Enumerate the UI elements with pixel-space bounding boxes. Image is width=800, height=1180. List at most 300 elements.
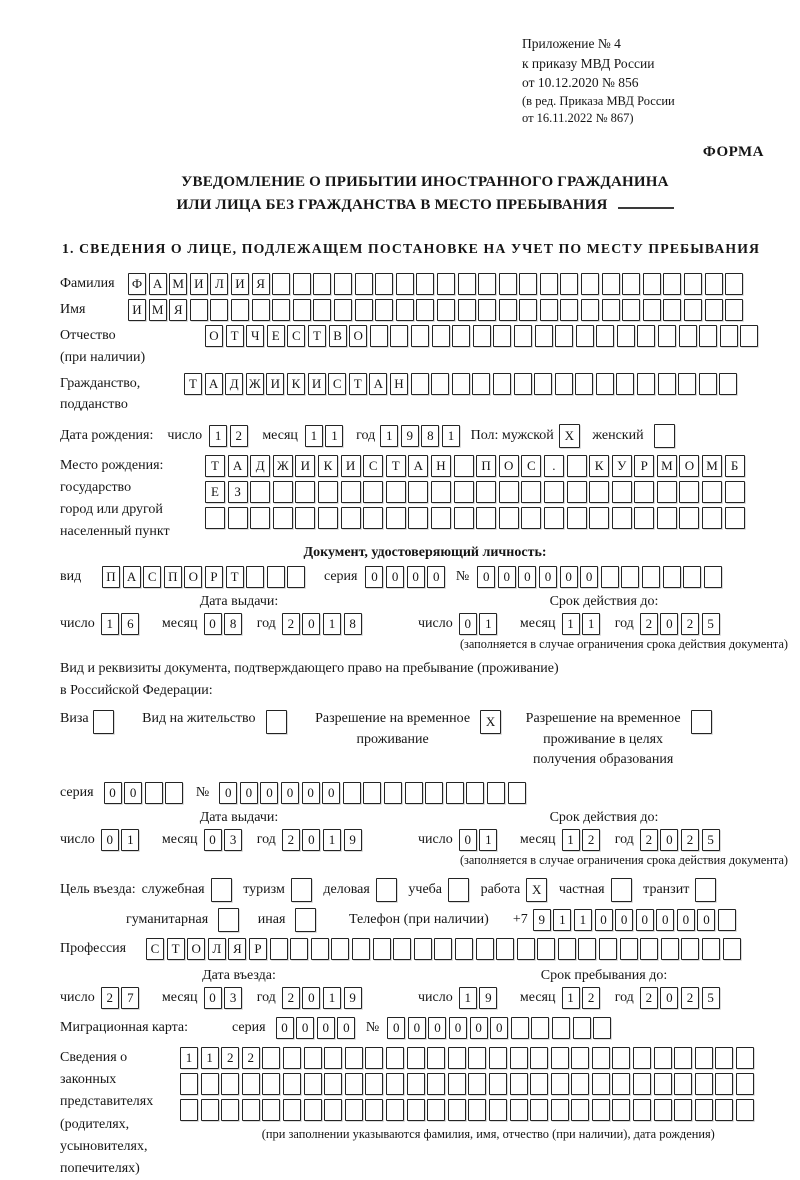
residence-issue-year-cell[interactable]: 9 bbox=[344, 829, 362, 851]
patronymic-cell[interactable] bbox=[658, 325, 676, 347]
representative-cell[interactable] bbox=[510, 1099, 528, 1121]
identity-number-cell[interactable]: 0 bbox=[498, 566, 516, 588]
profession-cell[interactable] bbox=[352, 938, 370, 960]
surname-cell[interactable] bbox=[581, 273, 599, 295]
birth-place-cell[interactable] bbox=[476, 481, 496, 503]
profession-cell[interactable] bbox=[290, 938, 308, 960]
identity-kind-cell[interactable]: Р bbox=[205, 566, 223, 588]
given-name-cell[interactable] bbox=[643, 299, 661, 321]
representative-cell[interactable] bbox=[468, 1047, 486, 1069]
representative-cell[interactable] bbox=[386, 1073, 404, 1095]
birth-place-cell[interactable] bbox=[589, 481, 609, 503]
profession-cell[interactable] bbox=[723, 938, 741, 960]
surname-cell[interactable] bbox=[663, 273, 681, 295]
residence-series-cell[interactable] bbox=[165, 782, 183, 804]
residence-number-cell[interactable] bbox=[446, 782, 464, 804]
purpose-humanitarian-checkbox[interactable] bbox=[218, 908, 239, 932]
purpose-other-checkbox[interactable] bbox=[295, 908, 316, 932]
residence-permit-checkbox[interactable] bbox=[266, 710, 287, 734]
patronymic-cell[interactable] bbox=[390, 325, 408, 347]
representative-cell[interactable] bbox=[407, 1099, 425, 1121]
representative-cell[interactable] bbox=[324, 1047, 342, 1069]
identity-kind-cell[interactable] bbox=[246, 566, 264, 588]
birth-place-cell[interactable] bbox=[476, 507, 496, 529]
migration-series-cell[interactable]: 0 bbox=[317, 1017, 335, 1039]
representative-cell[interactable] bbox=[283, 1047, 301, 1069]
given-name-cell[interactable] bbox=[272, 299, 290, 321]
entry-month-cell[interactable]: 0 bbox=[204, 987, 222, 1009]
birth-place-cell[interactable]: И bbox=[341, 455, 361, 477]
migration-number-cell[interactable]: 0 bbox=[408, 1017, 426, 1039]
given-name-cell[interactable] bbox=[622, 299, 640, 321]
representative-cell[interactable] bbox=[551, 1047, 569, 1069]
representative-cell[interactable] bbox=[612, 1099, 630, 1121]
migration-number-cell[interactable] bbox=[573, 1017, 591, 1039]
representative-cell[interactable] bbox=[654, 1099, 672, 1121]
citizenship-cell[interactable]: Т bbox=[184, 373, 202, 395]
representative-cell[interactable] bbox=[674, 1099, 692, 1121]
representative-cell[interactable] bbox=[468, 1073, 486, 1095]
residence-valid-day-cell[interactable]: 0 bbox=[459, 829, 477, 851]
profession-cell[interactable] bbox=[331, 938, 349, 960]
representative-cell[interactable] bbox=[612, 1073, 630, 1095]
purpose-business-checkbox[interactable] bbox=[376, 878, 397, 902]
residence-number-cell[interactable]: 0 bbox=[281, 782, 299, 804]
identity-valid-month-cell[interactable]: 1 bbox=[562, 613, 580, 635]
entry-year-cell[interactable]: 1 bbox=[323, 987, 341, 1009]
patronymic-cell[interactable] bbox=[596, 325, 614, 347]
patronymic-cell[interactable] bbox=[473, 325, 491, 347]
patronymic-cell[interactable]: Т bbox=[226, 325, 244, 347]
birth-month-cell[interactable]: 1 bbox=[325, 425, 343, 447]
sex-male-checkbox[interactable]: X bbox=[559, 424, 580, 448]
patronymic-cell[interactable]: Ч bbox=[246, 325, 264, 347]
given-name-cell[interactable] bbox=[499, 299, 517, 321]
surname-cell[interactable] bbox=[643, 273, 661, 295]
surname-cell[interactable] bbox=[396, 273, 414, 295]
residence-issue-year-cell[interactable]: 0 bbox=[302, 829, 320, 851]
birth-place-cell[interactable] bbox=[363, 481, 383, 503]
purpose-official-checkbox[interactable] bbox=[211, 878, 232, 902]
residence-number-cell[interactable] bbox=[466, 782, 484, 804]
patronymic-cell[interactable]: С bbox=[287, 325, 305, 347]
citizenship-cell[interactable]: И bbox=[266, 373, 284, 395]
profession-cell[interactable] bbox=[373, 938, 391, 960]
purpose-work-checkbox[interactable]: X bbox=[526, 878, 547, 902]
residence-number-cell[interactable]: 0 bbox=[219, 782, 237, 804]
birth-place-cell[interactable] bbox=[521, 481, 541, 503]
residence-number-cell[interactable]: 0 bbox=[240, 782, 258, 804]
representative-cell[interactable] bbox=[592, 1047, 610, 1069]
birth-place-cell[interactable]: М bbox=[657, 455, 677, 477]
citizenship-cell[interactable] bbox=[596, 373, 614, 395]
phone-digit-cell[interactable]: 0 bbox=[677, 909, 695, 931]
identity-kind-cell[interactable] bbox=[287, 566, 305, 588]
representative-cell[interactable] bbox=[551, 1073, 569, 1095]
profession-cell[interactable]: Т bbox=[167, 938, 185, 960]
birth-place-cell[interactable] bbox=[544, 481, 564, 503]
entry-year-cell[interactable]: 0 bbox=[302, 987, 320, 1009]
citizenship-cell[interactable]: К bbox=[287, 373, 305, 395]
citizenship-cell[interactable] bbox=[431, 373, 449, 395]
identity-number-cell[interactable] bbox=[601, 566, 619, 588]
citizenship-cell[interactable] bbox=[452, 373, 470, 395]
patronymic-cell[interactable] bbox=[452, 325, 470, 347]
representative-cell[interactable] bbox=[571, 1073, 589, 1095]
identity-number-cell[interactable] bbox=[704, 566, 722, 588]
representative-cell[interactable] bbox=[304, 1073, 322, 1095]
identity-kind-cell[interactable] bbox=[267, 566, 285, 588]
citizenship-cell[interactable] bbox=[699, 373, 717, 395]
given-name-cell[interactable]: М bbox=[149, 299, 167, 321]
profession-cell[interactable] bbox=[640, 938, 658, 960]
representative-cell[interactable] bbox=[201, 1099, 219, 1121]
birth-place-cell[interactable] bbox=[295, 481, 315, 503]
birth-place-cell[interactable] bbox=[657, 481, 677, 503]
representative-cell[interactable] bbox=[345, 1099, 363, 1121]
birth-place-cell[interactable]: Ж bbox=[273, 455, 293, 477]
representative-cell[interactable] bbox=[365, 1099, 383, 1121]
birth-place-cell[interactable] bbox=[567, 481, 587, 503]
surname-cell[interactable]: И bbox=[231, 273, 249, 295]
profession-cell[interactable] bbox=[476, 938, 494, 960]
given-name-cell[interactable] bbox=[252, 299, 270, 321]
representative-cell[interactable] bbox=[448, 1047, 466, 1069]
representative-cell[interactable] bbox=[736, 1047, 754, 1069]
birth-place-cell[interactable] bbox=[725, 481, 745, 503]
representative-cell[interactable] bbox=[345, 1047, 363, 1069]
surname-cell[interactable] bbox=[334, 273, 352, 295]
birth-place-cell[interactable] bbox=[679, 481, 699, 503]
identity-issue-year-cell[interactable]: 1 bbox=[323, 613, 341, 635]
surname-cell[interactable] bbox=[272, 273, 290, 295]
patronymic-cell[interactable]: О bbox=[349, 325, 367, 347]
profession-cell[interactable] bbox=[414, 938, 432, 960]
identity-series-cell[interactable]: 0 bbox=[427, 566, 445, 588]
given-name-cell[interactable] bbox=[705, 299, 723, 321]
given-name-cell[interactable] bbox=[293, 299, 311, 321]
birth-year-cell[interactable]: 8 bbox=[421, 425, 439, 447]
representative-cell[interactable] bbox=[674, 1047, 692, 1069]
residence-valid-year-cell[interactable]: 0 bbox=[660, 829, 678, 851]
representative-cell[interactable] bbox=[365, 1047, 383, 1069]
birth-place-cell[interactable] bbox=[454, 481, 474, 503]
birth-place-cell[interactable]: О bbox=[679, 455, 699, 477]
surname-cell[interactable] bbox=[622, 273, 640, 295]
birth-place-cell[interactable] bbox=[273, 481, 293, 503]
representative-cell[interactable] bbox=[489, 1073, 507, 1095]
identity-valid-year-cell[interactable]: 0 bbox=[660, 613, 678, 635]
identity-number-cell[interactable] bbox=[621, 566, 639, 588]
birth-place-cell[interactable]: М bbox=[702, 455, 722, 477]
migration-number-cell[interactable]: 0 bbox=[387, 1017, 405, 1039]
profession-cell[interactable] bbox=[620, 938, 638, 960]
birth-place-cell[interactable] bbox=[408, 481, 428, 503]
citizenship-cell[interactable]: Д bbox=[225, 373, 243, 395]
representative-cell[interactable]: 2 bbox=[242, 1047, 260, 1069]
representative-cell[interactable] bbox=[262, 1073, 280, 1095]
migration-number-cell[interactable]: 0 bbox=[470, 1017, 488, 1039]
residence-number-cell[interactable] bbox=[384, 782, 402, 804]
birth-place-cell[interactable]: Н bbox=[431, 455, 451, 477]
entry-year-cell[interactable]: 9 bbox=[344, 987, 362, 1009]
stay-day-cell[interactable]: 1 bbox=[459, 987, 477, 1009]
stay-month-cell[interactable]: 2 bbox=[582, 987, 600, 1009]
birth-year-cell[interactable]: 1 bbox=[380, 425, 398, 447]
identity-number-cell[interactable]: 0 bbox=[560, 566, 578, 588]
residence-issue-year-cell[interactable]: 2 bbox=[282, 829, 300, 851]
birth-place-cell[interactable] bbox=[318, 507, 338, 529]
birth-place-cell[interactable]: У bbox=[612, 455, 632, 477]
representative-cell[interactable] bbox=[365, 1073, 383, 1095]
residence-valid-day-cell[interactable]: 1 bbox=[479, 829, 497, 851]
stay-year-cell[interactable]: 2 bbox=[640, 987, 658, 1009]
patronymic-cell[interactable] bbox=[679, 325, 697, 347]
surname-cell[interactable] bbox=[416, 273, 434, 295]
patronymic-cell[interactable] bbox=[576, 325, 594, 347]
identity-issue-year-cell[interactable]: 2 bbox=[282, 613, 300, 635]
representative-cell[interactable] bbox=[324, 1099, 342, 1121]
patronymic-cell[interactable] bbox=[432, 325, 450, 347]
surname-cell[interactable] bbox=[540, 273, 558, 295]
residence-number-cell[interactable]: 0 bbox=[260, 782, 278, 804]
citizenship-cell[interactable] bbox=[514, 373, 532, 395]
profession-cell[interactable] bbox=[270, 938, 288, 960]
representative-cell[interactable] bbox=[448, 1073, 466, 1095]
representative-cell[interactable] bbox=[510, 1073, 528, 1095]
representative-cell[interactable] bbox=[654, 1047, 672, 1069]
birth-place-cell[interactable]: Б bbox=[725, 455, 745, 477]
profession-cell[interactable]: С bbox=[146, 938, 164, 960]
representative-cell[interactable] bbox=[674, 1073, 692, 1095]
birth-place-cell[interactable] bbox=[386, 481, 406, 503]
citizenship-cell[interactable]: С bbox=[328, 373, 346, 395]
representative-cell[interactable] bbox=[695, 1073, 713, 1095]
given-name-cell[interactable] bbox=[519, 299, 537, 321]
profession-cell[interactable] bbox=[702, 938, 720, 960]
identity-kind-cell[interactable]: С bbox=[143, 566, 161, 588]
representative-cell[interactable] bbox=[448, 1099, 466, 1121]
profession-cell[interactable] bbox=[537, 938, 555, 960]
surname-cell[interactable] bbox=[705, 273, 723, 295]
migration-number-cell[interactable] bbox=[531, 1017, 549, 1039]
given-name-cell[interactable] bbox=[560, 299, 578, 321]
birth-place-cell[interactable]: А bbox=[408, 455, 428, 477]
residence-number-cell[interactable]: 0 bbox=[302, 782, 320, 804]
representative-cell[interactable] bbox=[427, 1047, 445, 1069]
identity-kind-cell[interactable]: П bbox=[102, 566, 120, 588]
identity-number-cell[interactable] bbox=[683, 566, 701, 588]
representative-cell[interactable] bbox=[324, 1073, 342, 1095]
residence-series-cell[interactable]: 0 bbox=[104, 782, 122, 804]
birth-place-cell[interactable] bbox=[499, 507, 519, 529]
residence-number-cell[interactable] bbox=[487, 782, 505, 804]
residence-issue-month-cell[interactable]: 3 bbox=[224, 829, 242, 851]
representative-cell[interactable] bbox=[489, 1099, 507, 1121]
representative-cell[interactable] bbox=[612, 1047, 630, 1069]
profession-cell[interactable]: Я bbox=[228, 938, 246, 960]
representative-cell[interactable] bbox=[633, 1099, 651, 1121]
residence-number-cell[interactable] bbox=[405, 782, 423, 804]
residence-issue-day-cell[interactable]: 1 bbox=[121, 829, 139, 851]
identity-valid-month-cell[interactable]: 1 bbox=[582, 613, 600, 635]
patronymic-cell[interactable] bbox=[535, 325, 553, 347]
migration-series-cell[interactable]: 0 bbox=[296, 1017, 314, 1039]
given-name-cell[interactable] bbox=[355, 299, 373, 321]
surname-cell[interactable]: Л bbox=[210, 273, 228, 295]
patronymic-cell[interactable] bbox=[699, 325, 717, 347]
given-name-cell[interactable] bbox=[416, 299, 434, 321]
birth-place-cell[interactable] bbox=[589, 507, 609, 529]
surname-cell[interactable] bbox=[725, 273, 743, 295]
temp-residence-checkbox[interactable]: X bbox=[480, 710, 501, 734]
representative-cell[interactable] bbox=[551, 1099, 569, 1121]
residence-number-cell[interactable] bbox=[343, 782, 361, 804]
profession-cell[interactable] bbox=[393, 938, 411, 960]
representative-cell[interactable] bbox=[304, 1099, 322, 1121]
surname-cell[interactable]: М bbox=[169, 273, 187, 295]
representative-cell[interactable] bbox=[695, 1099, 713, 1121]
birth-place-cell[interactable] bbox=[521, 507, 541, 529]
stay-year-cell[interactable]: 0 bbox=[660, 987, 678, 1009]
given-name-cell[interactable]: Я bbox=[169, 299, 187, 321]
representative-cell[interactable] bbox=[633, 1047, 651, 1069]
given-name-cell[interactable] bbox=[231, 299, 249, 321]
surname-cell[interactable] bbox=[499, 273, 517, 295]
representative-cell[interactable] bbox=[530, 1047, 548, 1069]
birth-place-cell[interactable]: А bbox=[228, 455, 248, 477]
given-name-cell[interactable]: И bbox=[128, 299, 146, 321]
patronymic-cell[interactable] bbox=[740, 325, 758, 347]
birth-place-cell[interactable] bbox=[341, 507, 361, 529]
given-name-cell[interactable] bbox=[581, 299, 599, 321]
migration-number-cell[interactable]: 0 bbox=[449, 1017, 467, 1039]
representative-cell[interactable] bbox=[633, 1073, 651, 1095]
birth-place-cell[interactable] bbox=[454, 507, 474, 529]
birth-place-cell[interactable] bbox=[634, 507, 654, 529]
identity-valid-day-cell[interactable]: 1 bbox=[479, 613, 497, 635]
stay-year-cell[interactable]: 5 bbox=[702, 987, 720, 1009]
representative-cell[interactable] bbox=[736, 1073, 754, 1095]
visa-checkbox[interactable] bbox=[93, 710, 114, 734]
birth-place-cell[interactable] bbox=[567, 507, 587, 529]
profession-cell[interactable] bbox=[455, 938, 473, 960]
citizenship-cell[interactable] bbox=[637, 373, 655, 395]
migration-number-cell[interactable]: 0 bbox=[490, 1017, 508, 1039]
migration-series-cell[interactable]: 0 bbox=[337, 1017, 355, 1039]
identity-series-cell[interactable]: 0 bbox=[365, 566, 383, 588]
given-name-cell[interactable] bbox=[540, 299, 558, 321]
representative-cell[interactable] bbox=[386, 1099, 404, 1121]
patronymic-cell[interactable]: О bbox=[205, 325, 223, 347]
citizenship-cell[interactable]: Н bbox=[390, 373, 408, 395]
birth-place-cell[interactable] bbox=[634, 481, 654, 503]
surname-cell[interactable] bbox=[684, 273, 702, 295]
representative-cell[interactable] bbox=[592, 1099, 610, 1121]
phone-digit-cell[interactable]: 0 bbox=[595, 909, 613, 931]
identity-issue-month-cell[interactable]: 8 bbox=[224, 613, 242, 635]
birth-place-cell[interactable]: С bbox=[521, 455, 541, 477]
profession-cell[interactable] bbox=[496, 938, 514, 960]
residence-number-cell[interactable] bbox=[508, 782, 526, 804]
stay-month-cell[interactable]: 1 bbox=[562, 987, 580, 1009]
stay-year-cell[interactable]: 2 bbox=[681, 987, 699, 1009]
residence-number-cell[interactable]: 0 bbox=[322, 782, 340, 804]
given-name-cell[interactable] bbox=[437, 299, 455, 321]
patronymic-cell[interactable] bbox=[411, 325, 429, 347]
residence-issue-month-cell[interactable]: 0 bbox=[204, 829, 222, 851]
purpose-transit-checkbox[interactable] bbox=[695, 878, 716, 902]
surname-cell[interactable] bbox=[602, 273, 620, 295]
phone-digit-cell[interactable]: 0 bbox=[615, 909, 633, 931]
surname-cell[interactable] bbox=[437, 273, 455, 295]
profession-cell[interactable] bbox=[599, 938, 617, 960]
patronymic-cell[interactable]: Т bbox=[308, 325, 326, 347]
representative-cell[interactable] bbox=[262, 1099, 280, 1121]
given-name-cell[interactable] bbox=[396, 299, 414, 321]
phone-digit-cell[interactable]: 1 bbox=[553, 909, 571, 931]
given-name-cell[interactable] bbox=[210, 299, 228, 321]
birth-place-cell[interactable] bbox=[612, 507, 632, 529]
representative-cell[interactable] bbox=[345, 1073, 363, 1095]
citizenship-cell[interactable] bbox=[616, 373, 634, 395]
birth-place-cell[interactable] bbox=[454, 455, 474, 477]
given-name-cell[interactable] bbox=[663, 299, 681, 321]
representative-cell[interactable] bbox=[221, 1073, 239, 1095]
patronymic-cell[interactable] bbox=[514, 325, 532, 347]
surname-cell[interactable] bbox=[313, 273, 331, 295]
birth-place-cell[interactable]: Т bbox=[386, 455, 406, 477]
birth-year-cell[interactable]: 9 bbox=[401, 425, 419, 447]
entry-month-cell[interactable]: 3 bbox=[224, 987, 242, 1009]
identity-kind-cell[interactable]: П bbox=[164, 566, 182, 588]
representative-cell[interactable] bbox=[715, 1099, 733, 1121]
citizenship-cell[interactable] bbox=[678, 373, 696, 395]
representative-cell[interactable] bbox=[571, 1099, 589, 1121]
identity-number-cell[interactable]: 0 bbox=[477, 566, 495, 588]
identity-number-cell[interactable]: 0 bbox=[518, 566, 536, 588]
representative-cell[interactable] bbox=[304, 1047, 322, 1069]
birth-place-cell[interactable]: Р bbox=[634, 455, 654, 477]
birth-year-cell[interactable]: 1 bbox=[442, 425, 460, 447]
citizenship-cell[interactable] bbox=[472, 373, 490, 395]
citizenship-cell[interactable]: И bbox=[308, 373, 326, 395]
birth-place-cell[interactable] bbox=[702, 507, 722, 529]
birth-day-cell[interactable]: 2 bbox=[230, 425, 248, 447]
birth-place-cell[interactable] bbox=[273, 507, 293, 529]
identity-number-cell[interactable]: 0 bbox=[580, 566, 598, 588]
birth-place-cell[interactable] bbox=[567, 455, 587, 477]
profession-cell[interactable] bbox=[661, 938, 679, 960]
entry-day-cell[interactable]: 7 bbox=[121, 987, 139, 1009]
representative-cell[interactable] bbox=[427, 1073, 445, 1095]
representative-cell[interactable] bbox=[242, 1073, 260, 1095]
representative-cell[interactable] bbox=[654, 1073, 672, 1095]
patronymic-cell[interactable]: В bbox=[329, 325, 347, 347]
surname-cell[interactable]: Я bbox=[252, 273, 270, 295]
surname-cell[interactable] bbox=[293, 273, 311, 295]
identity-number-cell[interactable] bbox=[663, 566, 681, 588]
birth-place-cell[interactable]: Д bbox=[250, 455, 270, 477]
sex-female-checkbox[interactable] bbox=[654, 424, 675, 448]
migration-number-cell[interactable]: 0 bbox=[428, 1017, 446, 1039]
profession-cell[interactable] bbox=[311, 938, 329, 960]
birth-place-cell[interactable] bbox=[295, 507, 315, 529]
migration-number-cell[interactable] bbox=[552, 1017, 570, 1039]
surname-cell[interactable] bbox=[375, 273, 393, 295]
citizenship-cell[interactable] bbox=[493, 373, 511, 395]
identity-kind-cell[interactable]: Т bbox=[226, 566, 244, 588]
